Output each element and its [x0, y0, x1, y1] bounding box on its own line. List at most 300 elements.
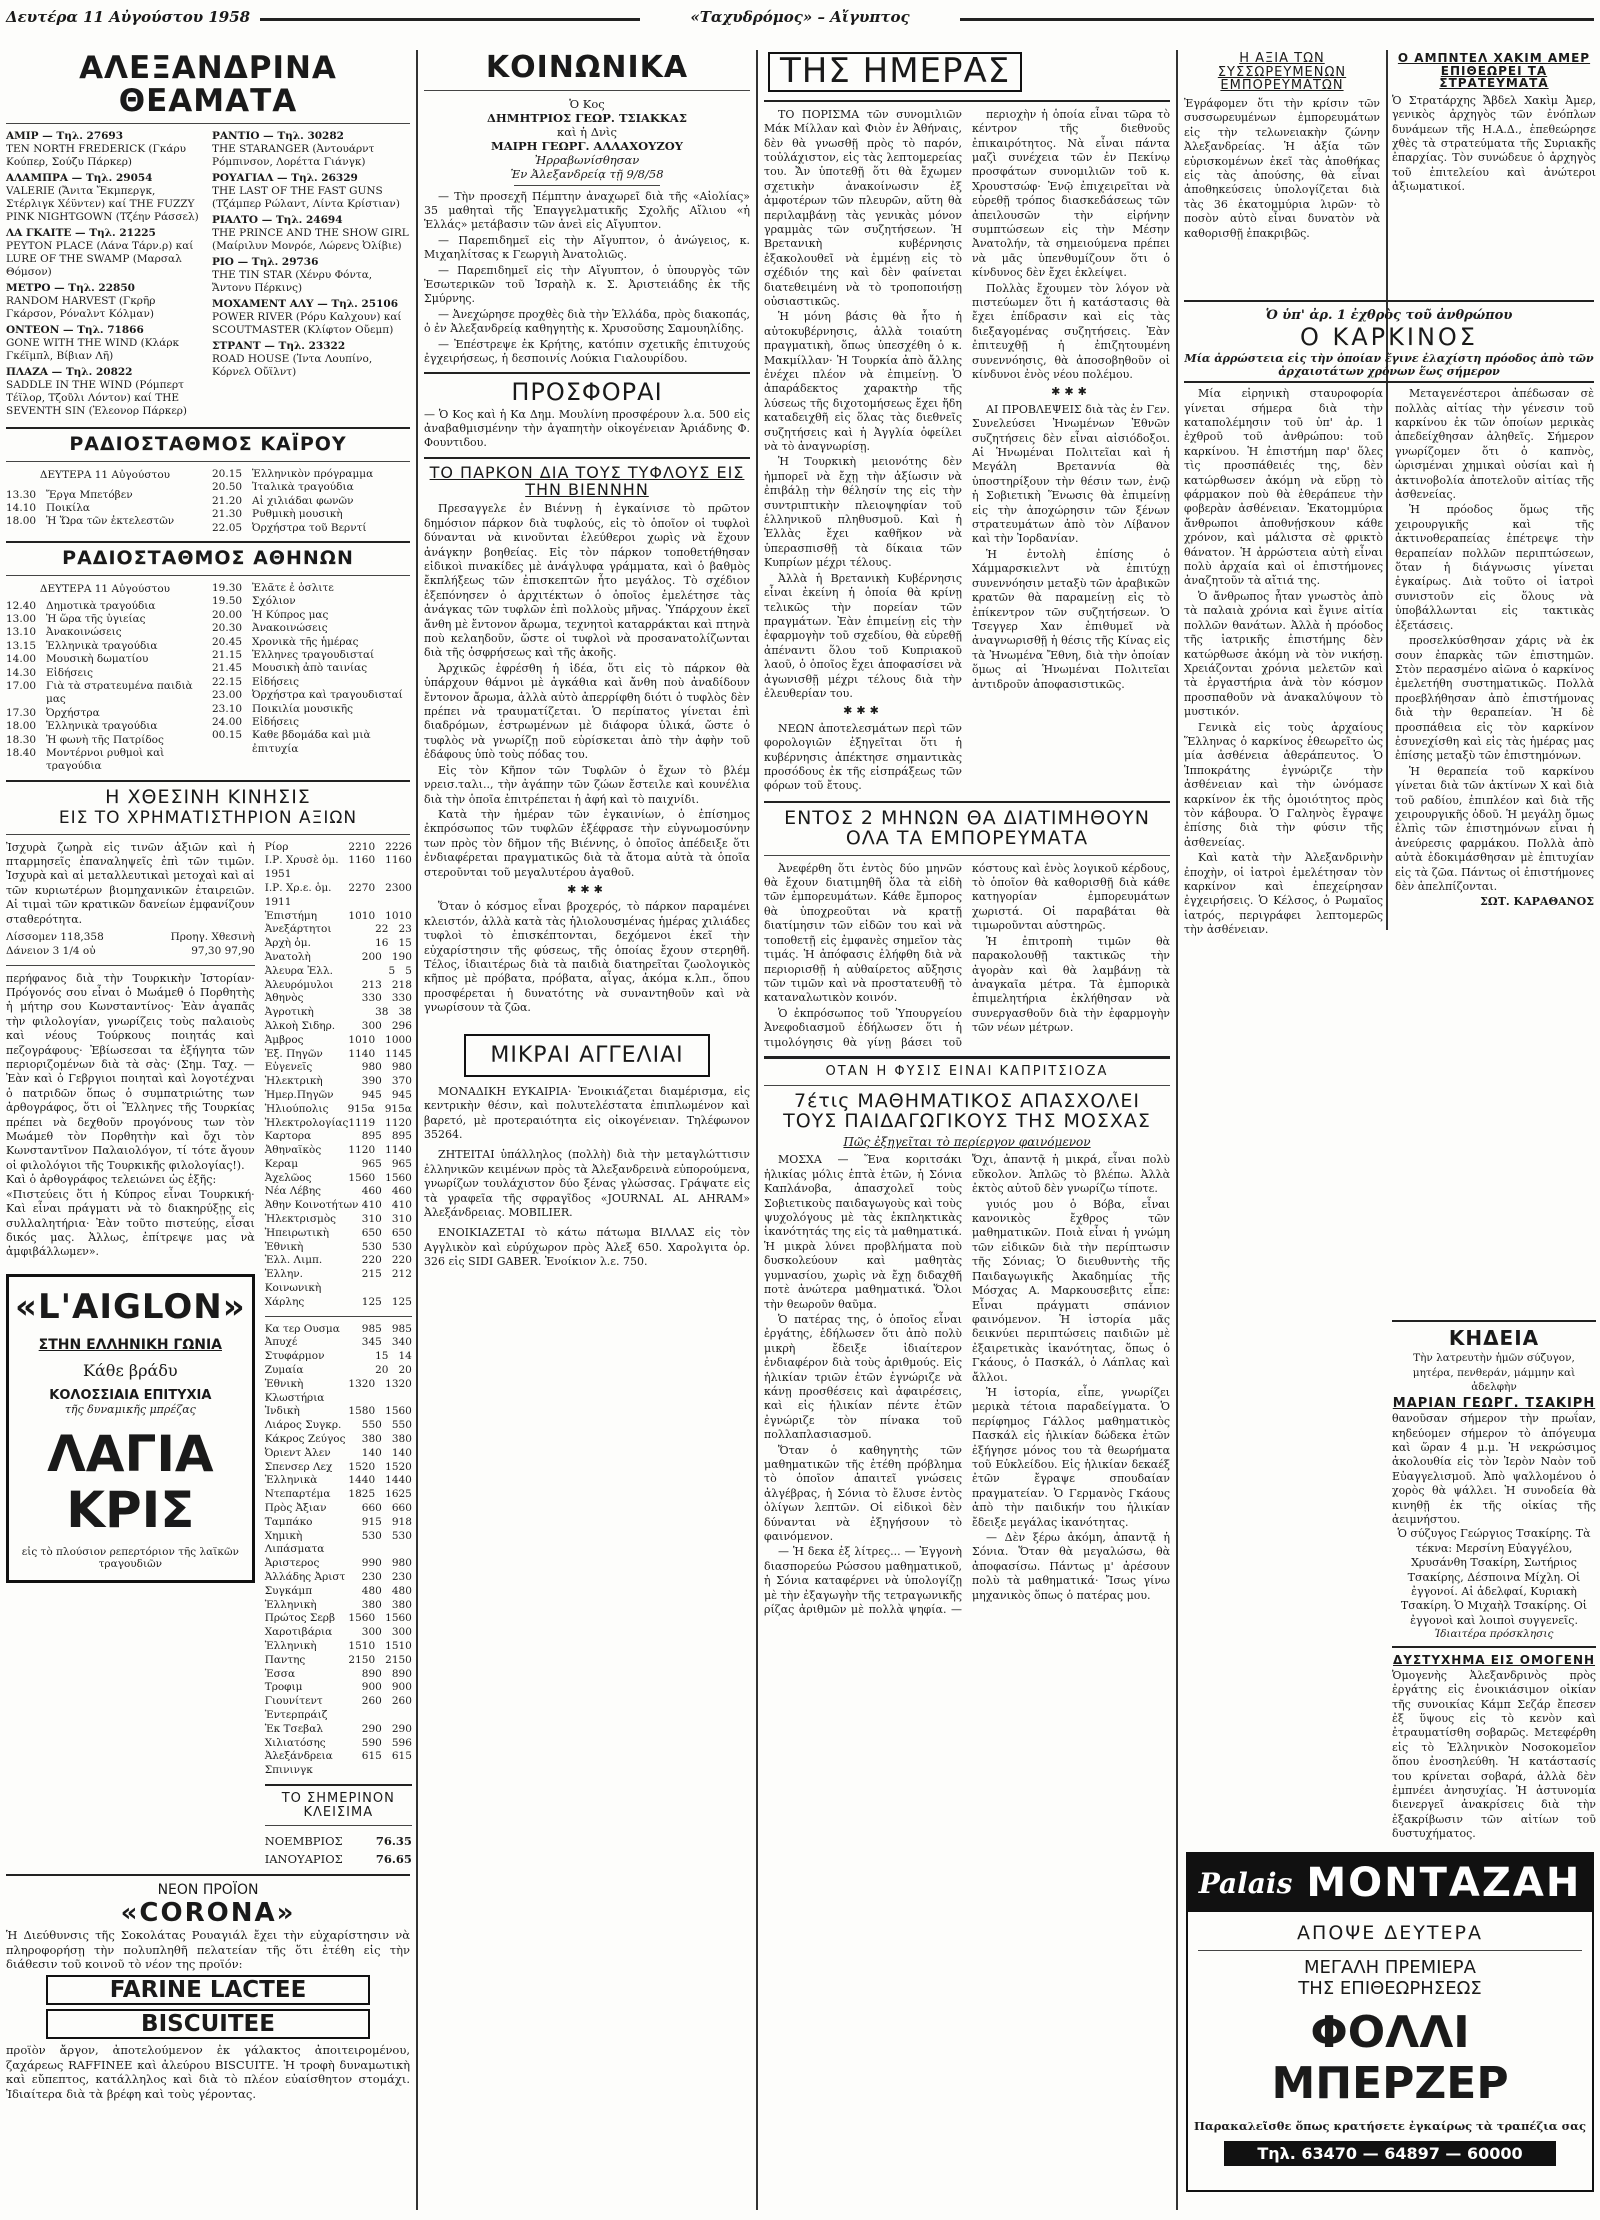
accident-text: Ὁμογενὴς Ἀλεξανδρινὸς πρὸς ἐργάτης εἰς ἐνοικιάσιμον οἰκίαν τῆς συνοικίας Κάμπ Σεζάρ ἔπεσεν ἐξ ὕψους εἰς τὸ κενὸν καὶ ἐτραυματίσθη σοβαρῶς. Μετεφέρθη εἰς τὸ Ἑλληνικὸν Νοσοκομεῖον ὅπου ἐνοσηλεύθη. Ἡ κατάστασίς του κρίνεται σοβαρά, ἀλλὰ δὲν ἐμπνέει ἀνησυχίας. Ἡ ἀστυνομία διενεργεῖ ἀνακρίσεις διὰ τὴν ἐξακρίβωσιν τῶν αἰτίων τοῦ δυστυχήματος. — [1392, 1668, 1596, 1841]
radio-time: 13.30 — [6, 488, 37, 501]
blind-park-para: Ὅταν ὁ κόσμος εἶναι βροχερός, τὸ πάρκον παραμένει κλειστόν, ἀλλὰ κατὰ τὰς ἡλιολουσμένας ἡμέρας χιλιάδες τυφλοὶ τὸ ἐπισκέπτονται, δεχόμενοι ἐκεῖ τὴν εὐχαρίστησιν τῆς φύσεως, τῆς ὁποίας ἔχουν στερηθῆ. Τέλος, ἰδιαιτέρως διὰ τὰ παιδιὰ διατηρεῖται ζωολογικὸς κῆπος μὲ πρόβατα, πρόβατα, αἶγας, ἀκόμα κ.λπ., ὅπου προσφέρεται ἡ δυνατότης νὰ συναντηθοῦν καὶ νὰ γνωρίσουν τὰ ζῶα. — [424, 900, 750, 1015]
math-para: — Ἡ δεκα ἐξ λίτρες... — Ἐγγονὴ διασπορεύω Ρώσσου μαθηματικοῦ, ἡ Σόνια καταφέρνει νὰ ὑπολογίζῃ μὲ τὴν ἐξαγωγὴν τῆς τετραγωνικῆς ρίζας ἀριθμῶν μὲ πολλὰ ψηφία. — Ὄχι, ἀπαντᾷ ἡ μικρά, εἶναι πολὺ εὔκολον. Ἁπλῶς τὸ βλέπω. Ἀλλὰ ἐκτὸς αὐτοῦ δὲν γνωρίζω τίποτε. — [764, 1153, 1170, 1617]
stock-current: 330 — [391, 992, 412, 1005]
stock-values — [348, 1405, 411, 1419]
stock-row — [265, 1626, 412, 1640]
stock-prev: 915α — [347, 1102, 375, 1115]
stock-prev: 1520 — [348, 1460, 376, 1473]
radio-time: 21.20 — [212, 494, 243, 507]
stock-prev: 900 — [361, 1681, 382, 1694]
laiglon-line5: εἰς τὸ πλούσιον ρεπερτόριον τῆς λαϊκῶν τραγουδιῶν — [21, 1545, 239, 1570]
stock-values — [362, 1681, 412, 1695]
stock-row — [265, 1723, 412, 1737]
cancer-para: Ἡ θεραπεία τοῦ καρκίνου γίνεται διὰ τῶν ἀκτίνων Χ καὶ διὰ τοῦ ραδίου, ἐπιπλέον καὶ διὰ τῆς χειρουργικῆς ὁδοῦ. Ἡ μεγάλη ὅμως ἐλπὶς τῶν ἐπιστημόνων εἶναι ἡ ἀνεύρεσις φαρμάκου. Πολλὰ ἀπὸ αὐτὰ ἐδοκιμάσθησαν μὲ ἐπιτυχίαν εἰς τὰ ζῶα. Πάντως οἱ ἐπιστήμονες δὲν ἀπελπίζονται. — [1395, 764, 1594, 893]
stock-prev: 38 — [375, 1006, 389, 1019]
stock-current: 296 — [391, 1019, 412, 1032]
day-para: Ἡ Τουρκικὴ μειονότης δὲν ἠμπορεῖ νὰ ἔχῃ τὴν ἀξίωσιν νὰ ἐπιβάλῃ τὴν θέλησίν της εἰς τὴν συντριπτικὴν πλειοψηφίαν τοῦ ἑλληνικοῦ πληθυσμοῦ. Καὶ ἡ Ἑλλὰς ἔχει καθῆκον νὰ ὑπερασπισθῇ τὰ δίκαια τῶν Κυπρίων μέχρι τέλους. — [764, 455, 962, 570]
stock-current: 1560 — [385, 1171, 412, 1184]
literature-text-2: Καὶ ὁ ἀρθογράφος τελειώνει ὡς ἑξῆς: — [6, 1173, 217, 1187]
stocks-note-row — [6, 945, 255, 959]
stock-name: Ἀνεξάρτητοι — [264, 923, 332, 936]
divider — [1392, 1646, 1596, 1648]
stock-name: Καρτορα — [264, 1130, 312, 1143]
divider — [764, 100, 1170, 102]
radio-row — [6, 680, 204, 707]
theater-name: ΑΜΙΡ — Τηλ. 27693 — [6, 130, 124, 143]
divider — [6, 541, 410, 543]
stock-values — [348, 1640, 411, 1654]
stock-name: Σπενσερ Λεχ — [264, 1460, 333, 1473]
stock-prev: 1510 — [348, 1639, 376, 1652]
stock-name: Ἐλληνικὴ — [264, 1639, 317, 1652]
radio-program: Ἑλληνικὰ τραγούδια — [46, 639, 158, 652]
stock-prev: 2270 — [348, 881, 376, 894]
classified-ad: ΖΗΤΕΙΤΑΙ ὑπάλληλος (πολλὴ) διὰ τὴν μεταγλώττισιν ἐλληνικῶν κειμένων πρὸς τὰ Ἀλεξανδρεινὰ εὐπορούμενα, γνωρίζων τουλάχιστον δύο ξένας γλώσσας. Γράψατε εἰς τὰ γραφεῖα τῆς σφραγῖδος «JOURNAL AL AHRAM» Ἀλεξάνδρειας. MOBILIER. — [424, 1148, 750, 1219]
stocks-note-loan: Δάνειον 3 1/4 οὐ — [6, 944, 96, 957]
stock-name: Ἀπυχέ — [264, 1336, 298, 1349]
radio-program: Ὀρχήστρα — [46, 706, 100, 719]
stock-current: 2226 — [385, 840, 412, 853]
radio-time: 21.30 — [212, 508, 243, 521]
radio-row — [6, 600, 204, 613]
math-para: ΜΟΣΧΑ — Ἕνα κοριτσάκι ἡλικίας μόλις ἑπτὰ ἐτῶν, ἡ Σόνια Καπλάνοβα, ἀπασχολεῖ τοὺς Σοβιετικοὺς παιδαγωγοὺς καὶ τοὺς ψυχολόγους μὲ τὰς ἐκπληκτικὰς ἱκανότητάς της εἰς τὰ μαθηματικά. Ἡ μικρὰ λύνει προβλήματα ποὺ δυσκολεύουν καὶ μαθητὰς γυμνασίου, χωρὶς νὰ ἔχῃ διδαχθῆ ποτὲ ἀνώτερα μαθηματικά. Ὅλοι τὴν θεωροῦν θαῦμα. — [764, 1153, 962, 1311]
stock-prev: 460 — [361, 1185, 382, 1198]
theater-films: VALERIE (Ἄνιτα Ἔκμπεργκ, Στέρλιγκ Χέϋντεν) καί THE FUZZY PINK NIGHTGOWN (Τζέην Ράσσελ) — [6, 185, 199, 224]
stock-values — [375, 937, 412, 951]
stock-values — [362, 992, 412, 1006]
radio-program: Εἰδήσεις — [46, 666, 93, 679]
stocks-subtitle: ΕΙΣ ΤΟ ΧΡΗΜΑΤΙΣΤΗΡΙΟΝ ΑΞΙΩΝ — [58, 807, 358, 828]
radio-time: 22.15 — [212, 675, 243, 688]
theater-entry — [212, 172, 410, 211]
stock-values — [362, 1516, 412, 1530]
stock-prev: 260 — [361, 1695, 382, 1708]
stock-values — [362, 1737, 412, 1751]
stock-current: 2300 — [385, 881, 412, 894]
stock-name: Πρὸς Ἀξιαν — [264, 1502, 327, 1515]
theater-films: POWER RIVER (Ρόρυ Καλχουν) καί SCOUTMASTER (Κλίφτον Οὔεμπ) — [212, 311, 402, 337]
stock-values — [362, 1075, 412, 1089]
column-left — [6, 50, 410, 2210]
divider — [424, 372, 750, 374]
stock-name: Ἀνατολὴ — [264, 950, 311, 963]
engagement-line: Ἐν Ἀλεξανδρείᾳ τῇ 9/8/58 — [510, 166, 664, 181]
palais-brand-name: ΜΟΝΤΑΖΑΗ — [1306, 1860, 1582, 1906]
radio-program: Μουσικὴ ἀπὸ ταινίας — [252, 662, 368, 675]
stock-current: 370 — [391, 1075, 412, 1088]
stock-values — [348, 1474, 411, 1488]
stock-values — [362, 1530, 412, 1558]
divider — [514, 185, 660, 186]
classifieds-title: ΜΙΚΡΑΙ ΑΓΓΕΛΙΑΙ — [490, 1042, 684, 1068]
stock-current: 1625 — [385, 1488, 412, 1501]
stock-current: 1000 — [385, 1033, 412, 1046]
stock-current: 980 — [391, 1061, 412, 1074]
stock-prev: 2210 — [348, 840, 376, 853]
stocks-note-row — [6, 931, 255, 945]
theater-films: THE LAST OF THE FAST GUNS (Τζάμπερ Ρώλαντ, Λίντα Κρίστιαν) — [212, 185, 400, 211]
stock-current: 1145 — [385, 1047, 412, 1060]
cancer-para: Ὁ ἄνθρωπος ἦταν γνωστὸς ἀπὸ τὰ παλαιὰ χρόνια καὶ ἔγινε αἰτία πολλῶν θανάτων. Ἀλλὰ ἡ πρόοδος τῆς ἰατρικῆς ἐπιστήμης δὲν κατώρθωσε ἀκόμη νὰ τὸν νικήσῃ. Χρειάζονται χρόνια μελετῶν καὶ τὰ ἐργαστήρια ἀνὰ τὸν κόσμον προσπαθοῦν νὰ ἀνακαλύψουν τὸ μυστικόν. — [1184, 589, 1383, 719]
cancer-kicker: Ὁ ὑπ' ἀρ. 1 ἐχθρὸς τοῦ ἀνθρώπου — [1265, 308, 1513, 323]
stock-row — [265, 1241, 412, 1255]
stock-values — [348, 910, 411, 924]
stock-name: Ἡλεκτρισμὸς — [264, 1213, 337, 1226]
stock-values — [375, 923, 412, 937]
stock-values — [348, 854, 411, 882]
radio-time: 18.00 — [6, 515, 37, 528]
divider — [764, 801, 1170, 803]
stock-prev: 890 — [361, 1667, 382, 1680]
stock-row — [265, 1447, 412, 1461]
radio-program: Ποικίλα — [46, 501, 91, 514]
stock-prev: 345 — [361, 1336, 382, 1349]
cotton-row — [265, 1832, 412, 1850]
prosfora-title: ΠΡΟΣΦΟΡΑΙ — [511, 378, 663, 407]
stock-values — [362, 1668, 412, 1682]
radio-program: Ἑλληνικὸν πρόγραμμα — [252, 468, 374, 481]
stock-values — [348, 1461, 411, 1475]
stock-table-2 — [265, 1323, 412, 1778]
math-para: γυιός μου ὁ Βόβα, εἶναι κανονικὸς ἔχθρος τῶν μαθηματικῶν. Ποιὰ εἶναι ἡ γνώμη τῶν εἰδικῶν διὰ τὴν περίπτωσιν τῆς Σόνιας; Ὁ διευθυντὴς τῆς Παιδαγωγικῆς Ἀκαδημίας τῆς Μόσχας Α. Μαρκουσεβιτς εἶπε: Εἶναι πράγματι σπάνιον φαινόμενον. Ἡ ἱστορία μᾶς δεικνύει περιπτώσεις παιδιῶν μὲ ἐξαιρετικὰς ἱκανότητας, ὅπως ὁ Γκάους, ὁ Πασκάλ, ὁ Λάπλας καὶ ἄλλοι. — [972, 1197, 1170, 1384]
stock-row — [265, 1557, 412, 1571]
day-title: ΤΗΣ ΗΜΕΡΑΣ — [768, 52, 1022, 92]
stock-current: 218 — [391, 978, 412, 991]
stock-prev: 660 — [361, 1502, 382, 1515]
header-date: Δευτέρα 11 Αὐγούστου 1958 — [6, 8, 251, 26]
stock-values — [348, 1144, 411, 1158]
cotton-month: ΙΑΝΟΥΑΡΙΟΣ — [264, 1852, 343, 1867]
stock-row — [265, 1750, 412, 1778]
stock-name: Ἐθνικὴ Κλωστήρια — [264, 1377, 325, 1404]
radio-time: 00.15 — [212, 729, 243, 742]
stock-name: Ἰνδικὴ — [264, 1405, 300, 1418]
radio-time: 12.40 — [6, 599, 37, 612]
theater-name: ΡΙΟ — Τηλ. 29736 — [212, 256, 319, 269]
stock-name: Ἡλεκτρολογίας — [264, 1116, 349, 1129]
theater-entry — [6, 130, 204, 169]
stock-current: 965 — [391, 1157, 412, 1170]
stock-row — [265, 882, 412, 910]
stock-current: 650 — [391, 1226, 412, 1239]
stock-name: Ντεπαρτέμα — [264, 1488, 331, 1501]
radio-time: 14.00 — [6, 653, 37, 666]
stock-prev: 300 — [361, 1019, 382, 1032]
radio-program: Ποικιλία μουσικῆς — [252, 702, 354, 715]
stock-prev: 230 — [361, 1571, 382, 1583]
stock-values — [348, 1034, 411, 1048]
funeral-intro: Τὴν λατρευτὴν ἡμῶν σύζυγον, μητέρα, πενθεράν, μάμμην καὶ ἀδελφὴν — [1412, 1352, 1576, 1393]
stock-name: Ἀλευρα Ἐλλ. — [264, 964, 333, 977]
stock-values — [362, 1268, 412, 1296]
stock-current: 5 — [405, 964, 412, 977]
stock-values — [348, 1172, 411, 1186]
stock-values — [362, 1419, 412, 1433]
stock-current: 140 — [391, 1446, 412, 1459]
theater-films: TEN NORTH FREDERICK (Γκάρυ Κούπερ, Σούζυ Πάρκερ) — [6, 143, 187, 169]
stock-name: Ἐπιστήμη — [264, 909, 318, 922]
funeral-family: Ὁ σύζυγος Γεώργιος Τσακίρης. Τὰ τέκνα: Μερσίνη Εὐαγγέλου, Χρυσάνθη Τσακίρη, Σωτήριος Τσακίρης, Δέσποινα Μίχλη. Οἱ ἐγγονοί. Αἱ ἀδελφαί, Κυριακὴ Τσακίρη. Ὁ Μιχαὴλ Τσακίρης. Οἱ ἐγγονοὶ καὶ λοιποὶ συγγενεῖς. — [1397, 1527, 1591, 1627]
divider — [6, 780, 410, 782]
divider — [265, 1825, 412, 1826]
stock-current: 15 — [398, 937, 412, 950]
stocks-note-loan-values: 97,30 97,90 — [191, 944, 255, 957]
corona-kicker: ΝΕΟΝ ΠΡΟΪΟΝ — [157, 1882, 259, 1899]
stock-prev: 410 — [361, 1199, 382, 1212]
divider — [265, 1316, 412, 1317]
day-para: ΤΟ ΠΟΡΙΣΜΑ τῶν συνομιλιῶν Μάκ Μίλλαν καὶ Φιὸν ἐν Ἀθήναις, δὲν θὰ γνωσθῇ πρὸς τὸ παρόν, τοὐλάχιστον, εἰς τὰς λεπτομερείας του. Ἄν ὑποτεθῇ ὅτι θὰ ἔχωμεν σχετικὴν ἀνακοίνωσιν ἐξ ἀμφοτέρων τῶν πλευρῶν, αὕτη θὰ περιλαμβάνῃ τὰς γενικὰς μόνον γραμμὰς τῶν συζητήσεων. Ἡ Βρετανικὴ κυβέρνησις ἐξακολουθεῖ νὰ ἐμμένῃ εἰς τὸ σχέδιόν της καὶ δὲν φαίνεται διατεθειμένη νὰ τὸ τροποποιήσῃ οὐσιαστικῶς. — [764, 107, 962, 308]
stock-prev: 985 — [361, 1322, 382, 1335]
stock-name: Νέα Λέβης — [264, 1185, 322, 1198]
radio-program: Ἡ Κύπρος μας — [252, 608, 329, 621]
corona-product-1: FARINE LACTEE — [46, 1975, 370, 2005]
stock-row — [265, 1336, 412, 1350]
stock-name: Ἐλληνικὰ — [264, 1474, 318, 1487]
stock-prev: 290 — [361, 1722, 382, 1735]
stock-prev: 1120 — [348, 1144, 376, 1157]
stock-row — [265, 1419, 412, 1433]
stock-prev: 1010 — [348, 909, 376, 922]
divider — [764, 1085, 1170, 1086]
stock-values — [362, 1447, 412, 1461]
theater-films: ROAD HOUSE (Ἰντα Λουπίνο, Κόρνελ Οὔϊλντ) — [212, 353, 373, 379]
radio-row — [212, 703, 410, 716]
radio-time: 18.40 — [6, 746, 37, 759]
theater-entry — [6, 172, 204, 224]
commodities-box — [1184, 50, 1380, 300]
radio-athens-program — [6, 582, 410, 774]
palais-tonight: ΑΠΟΨΕ ΔΕΥΤΕΡΑ — [1297, 1922, 1483, 1944]
stock-name: Ἡμερ.Πηγῶν — [264, 1088, 334, 1101]
radio-row — [212, 662, 410, 675]
cancer-body — [1184, 387, 1594, 1257]
stock-row — [265, 1268, 412, 1296]
radio-time: 21.45 — [212, 662, 243, 675]
stock-current: 985 — [391, 1322, 412, 1335]
blind-park-para: Πρεσαγγελε ἐν Βιέννῃ ἡ ἐγκαίνισε τὸ πρῶτον δημόσιον πάρκον διὰ τυφλούς, εἰς τὸ ὁποῖον οἱ τυφλοὶ δύνανται νὰ κινοῦνται ἐλεύθεροι χωρὶς νὰ ἔχουν ἀνάγκην βοηθείας. Εἰς τὸν πάρκον τοποθετήθησαν εἰδικοὶ πινακίδες μὲ ἀνάγλυφα γράμματα, καὶ ὁ βαθμὸς ἔκπλήξεως τῶν ἐπισκεπτῶν ἦτο μεγάλος. Τὸ σχέδιον ἐξεπόνησεν ὁ ἀρχιτέκτων ὁ ὁποῖος ἐμελέτησε τὰς ἀνάγκας τῶν τυφλῶν ἐπὶ πολλοὺς μῆνας. Ὑπάρχουν ἐκεῖ ἄνθη μὲ ἔντονον ἄρωμα, τεχνητοὶ καταρράκται καὶ πτηνὰ ποὺ κελαηδοῦν, ὥστε οἱ τυφλοὶ νὰ προσανατολίζωνται διὰ τῆς ὀσφρήσεως καὶ τῆς ἀκοῆς. — [424, 502, 750, 660]
stock-row — [265, 1585, 412, 1599]
stock-current: 550 — [391, 1419, 412, 1432]
stock-values — [362, 1571, 412, 1585]
theater-name: ΡΟΥΑΓΙΑΛ — Τηλ. 26329 — [212, 172, 358, 185]
palais-show: ΤΗΣ ΕΠΙΘΕΩΡΗΣΕΩΣ — [1298, 1978, 1482, 1999]
prices-para: Ἀνεφέρθη ὅτι ἐντὸς δύο μηνῶν θὰ ἔχουν διατιμηθῆ ὅλα τὰ εἰδὴ τῶν ἐμπορευμάτων. Κάθε ἔμπορος θὰ ὑποχρεοῦται νὰ κρατῇ διατίμησιν τῶν εἰδῶν του καὶ νὰ τοποθετῇ εἰς ἐμφανὲς σημεῖον τὰς τιμάς. Ἡ ἀπόφασις ἐλήφθη διὰ νὰ περιορισθῇ ἡ αὐθαίρετος αὔξησις τῶν τιμῶν καὶ νὰ προστατευθῇ τὸ καταναλωτικὸν κοινόν. — [764, 861, 962, 1005]
stock-values — [348, 1654, 411, 1668]
cancer-subtitle: Μία ἀρρώστεια εἰς τὴν ὁποίαν ἔγινε ἐλαχίστη πρόοδος ἀπὸ τῶν ἀρχαιοτάτων χρόνων ἕως σήμερον — [1184, 352, 1594, 383]
cancer-para: Ἡ πρόοδος ὅμως τῆς χειρουργικῆς καὶ τῆς ἀκτινοθεραπείας ἐπέτρεψε τὴν θεραπείαν πολλῶν περιπτώσεων, ὅταν ἡ διάγνωσις γίνεται ἐγκαίρως. Διὰ τοῦτο οἱ ἰατροὶ συνιστοῦν εἰς ὅλους νὰ ὑποβάλλωνται εἰς τακτικὰς ἐξετάσεις. — [1395, 503, 1594, 632]
stock-values — [362, 1557, 412, 1571]
theater-films: THE STARANGER (Ἀντουάρντ Ρόμπινσον, Λορέττα Γιάνγκ) — [212, 143, 375, 169]
stock-values — [362, 979, 412, 993]
radio-row — [212, 582, 410, 595]
stock-row — [265, 1144, 412, 1158]
radio-row — [6, 502, 204, 515]
theater-films: RANDOM HARVEST (Γκρῆρ Γκάρσον, Ρόναλντ Κόλμαν) — [6, 295, 156, 321]
stock-values — [348, 1612, 411, 1626]
cancer-article — [1184, 300, 1594, 1300]
radio-program: Ἡ φωνὴ τῆς Πατρίδος — [46, 733, 164, 746]
stock-prev: 200 — [361, 950, 382, 963]
divider — [764, 1056, 1170, 1059]
stock-prev: 1580 — [348, 1405, 376, 1418]
radio-cairo-program — [6, 468, 410, 535]
radio-row — [212, 636, 410, 649]
stock-current: 1560 — [385, 1612, 412, 1625]
radio-cairo-left — [6, 489, 204, 529]
laiglon-line1: ΣΤΗΝ ΕΛΛΗΝΙΚΗ ΓΩΝΙΑ — [38, 1336, 222, 1353]
cancer-para: Καὶ κατὰ τὴν Ἀλεξανδρινὴν ἐποχὴν, οἱ ἰατροὶ ἐμελέτησαν τὸν καρκίνον καὶ ἐπεχείρησαν ἐγχειρήσεις. Ὁ Κέλσος, ὁ Ρωμαῖος ἰατρός, περιγράφει λεπτομερῶς τὴν ἀσθένειαν. — [1184, 851, 1383, 937]
stock-row — [265, 1158, 412, 1172]
radio-athens-left — [6, 600, 204, 774]
stock-values — [362, 1323, 412, 1337]
stock-current: 260 — [391, 1695, 412, 1708]
prosfora-text: — Ὁ Κος καὶ ἡ Κα Δημ. Μουλίνη προσφέρουν λ.α. 500 εἰς ἀναβαθμισμένην τὴν ἀγαπητὴν οἰκογένειαν Ἀριάδνης Φ. Φουντιδου. — [424, 407, 750, 450]
social-item: — Ἀνεχώρησε προχθὲς διὰ τὴν Ἑλλάδα, πρὸς διακοπάς, ὁ ἐν Ἀλεξανδρείᾳ καθηγητὴς κ. Χρυσοῦσης Σαμουηλίδης. — [424, 307, 750, 336]
stock-values — [375, 1364, 412, 1378]
stock-values — [362, 1502, 412, 1516]
stock-values — [375, 1350, 412, 1364]
theater-entry — [6, 282, 204, 321]
divider — [6, 461, 410, 462]
cotton-price: 76.65 — [375, 1852, 412, 1867]
stock-current: 1320 — [385, 1377, 412, 1390]
stock-prev: 1825 — [348, 1488, 376, 1501]
stock-prev: 5 — [388, 964, 396, 977]
cotton-price: 76.35 — [375, 1834, 412, 1849]
theater-entry — [6, 324, 204, 363]
stock-name: Ἐλλην. Κοινωνικὴ — [264, 1268, 322, 1295]
laiglon-name: «L'AIGLON» — [15, 1286, 246, 1327]
stock-current: 125 — [391, 1295, 412, 1308]
divider — [6, 123, 410, 124]
radio-program: Χρονικὰ τῆς ἡμέρας — [252, 635, 359, 648]
stock-current: 945 — [391, 1088, 412, 1101]
stock-row — [265, 841, 412, 855]
laiglon-ad — [6, 1274, 255, 1583]
stock-current: 380 — [391, 1433, 412, 1446]
radio-program: Δημοτικὰ τραγούδια — [46, 599, 156, 612]
stock-current: 1160 — [385, 854, 412, 867]
palais-reserve: Παρακαλεῖσθε ὅπως κρατήσετε ἐγκαίρως τὰ τραπέζια σας — [1194, 2119, 1586, 2133]
stock-name: Ἐλληνικὴ — [264, 1598, 317, 1611]
stock-values — [362, 1020, 412, 1034]
stock-values — [362, 1061, 412, 1075]
stock-row — [265, 1048, 412, 1062]
radio-program: Ἰταλικὰ τραγούδια — [252, 481, 354, 494]
radio-time: 23.10 — [212, 702, 243, 715]
math-subtitle: Πῶς ἐξηγεῖται τὸ περίεργον φαινόμενον — [843, 1135, 1091, 1150]
prices-title: ΕΝΤΟΣ 2 ΜΗΝΩΝ ΘΑ ΔΙΑΤΙΜΗΘΟΥΝ ΟΛΑ ΤΑ ΕΜΠΟΡΕΥΜΑΤΑ — [784, 806, 1150, 849]
radio-time: 21.15 — [212, 649, 243, 662]
stock-row — [265, 1516, 412, 1530]
radio-row — [212, 716, 410, 729]
theater-entry — [212, 340, 410, 379]
stock-values — [362, 1213, 412, 1227]
social-news — [424, 190, 750, 367]
stock-name: Ἀλλάδης Ἀριστ — [264, 1571, 346, 1583]
stock-current: 890 — [391, 1667, 412, 1680]
stock-current: 212 — [391, 1268, 412, 1281]
notices-column — [1392, 1320, 1596, 1840]
theaters-listing — [6, 130, 410, 421]
stock-values — [362, 1158, 412, 1172]
radio-program: Γιὰ τὰ στρατευμένα παιδιὰ μας — [46, 679, 193, 706]
funeral-title: ΚΗΔΕΙΑ — [1448, 1326, 1540, 1350]
stock-current: 1010 — [385, 909, 412, 922]
stock-row — [265, 1227, 412, 1241]
stock-current: 14 — [398, 1350, 412, 1363]
column-day — [764, 50, 1170, 2210]
radio-row — [212, 649, 410, 662]
stock-row — [265, 1213, 412, 1227]
radio-program: Αἱ χιλιάδαι φωνῶν — [252, 494, 354, 507]
stock-row — [265, 1185, 412, 1199]
column-social — [424, 50, 750, 2210]
stock-current: 230 — [391, 1571, 412, 1583]
stock-current: 1510 — [385, 1639, 412, 1652]
stock-current: 980 — [391, 1557, 412, 1570]
theater-name: ΜΕΤΡΟ — Τηλ. 22850 — [6, 282, 135, 295]
theater-entry — [212, 298, 410, 337]
stock-values — [362, 1185, 412, 1199]
stock-row — [265, 910, 412, 924]
stock-name: Ἀγροτικὴ — [264, 1006, 314, 1019]
column-rule — [756, 50, 758, 2210]
separator-stars: ✱✱✱ — [1051, 385, 1091, 399]
stock-prev: 380 — [361, 1598, 382, 1611]
day-col-a — [764, 108, 962, 795]
stock-name: Ἀχελῶος — [264, 1171, 312, 1184]
stock-current: 23 — [398, 923, 412, 936]
amer-text: Ὁ Στρατάρχης Ἄβδελ Χακὶμ Ἀμερ, γενικὸς ἀρχηγὸς τῶν ἐνόπλων δυνάμεων τῆς Η.Α.Δ., ἐπεθεώρησε χθὲς τὰ στρατεύματα τῆς Συριακῆς ἐπαρχίας. Τὸν συνώδευε ὁ ἀρχηγὸς τοῦ ἐπιτελείου καὶ ἀνώτεροι ἀξιωματικοί. — [1392, 93, 1596, 194]
stock-row — [265, 1433, 412, 1447]
stock-name: Κα τερ Ουσμα — [264, 1322, 340, 1335]
radio-row — [212, 689, 410, 702]
divider — [1184, 300, 1594, 302]
divider — [6, 575, 410, 576]
divider — [1392, 1320, 1596, 1322]
stock-prev: 965 — [361, 1157, 382, 1170]
laiglon-star-first: ΛΑΓΙΑ — [47, 1424, 214, 1483]
radio-program: Μουσικὴ δωματίου — [46, 653, 149, 666]
stock-values — [362, 1585, 412, 1599]
stock-prev: 140 — [361, 1446, 382, 1459]
stock-current: 220 — [391, 1254, 412, 1267]
radio-program: Ἡ ὥρα τῆς ὑγιείας — [46, 612, 146, 625]
stock-name: Ἀλευρόμυλοι — [264, 978, 334, 991]
stock-values — [362, 1723, 412, 1737]
stock-row — [265, 1199, 412, 1213]
stock-values — [362, 1695, 412, 1723]
stock-row — [265, 1034, 412, 1048]
corona-ad — [6, 1882, 410, 2101]
engagement-line: ΜΑΙΡΗ ΓΕΩΡΓ. ΑΛΛΑΧΟΥΖΟΥ — [491, 138, 683, 153]
stock-row — [265, 1461, 412, 1475]
day-para: Ἀλλὰ ἡ Βρετανικὴ Κυβέρνησις εἶναι ἐκείνη ἡ ὁποία θὰ κρίνῃ τελικῶς τὴν πορείαν τῶν πραγμάτων. Ἐὰν ἐπιμείνῃ εἰς τὴν ἐφαρμογὴν τοῦ σχεδίου, θὰ εὑρεθῇ ἀπέναντι ὅλου τοῦ Κυπριακοῦ λαοῦ, ὁ ὁποῖος ἔχει ἀποφασίσει νὰ ἀγωνισθῇ μέχρι τέλους διὰ τὴν ἐλευθερίαν του. — [764, 571, 962, 700]
page-header — [0, 0, 1600, 44]
radio-time: 22.05 — [212, 521, 243, 534]
stock-current: 190 — [391, 950, 412, 963]
stocks-section — [6, 841, 410, 1869]
stock-name: Ταμπάκο — [264, 1515, 313, 1528]
palais-ad — [1186, 1852, 1594, 2192]
social-item: — Ἐπέστρεψε ἐκ Κρήτης, κατόπιν σχετικῆς ἐπιτυχούς ἐγχειρήσεως, ἡ δεσποινίς Λούκια Γιαλουρίδου. — [424, 337, 750, 365]
day-para: ΝΕΩΝ ἀποτελεσμάτων περὶ τῶν φορολογιῶν ἐξηγεῖται ὅτι ἡ κυβέρνησις ἀπέκτησε σημαντικὰς προσόδους ἐκ τῆς εἰσπράξεως τῶν φόρων τοῦ ἔτους. — [764, 721, 962, 793]
stock-prev: 590 — [361, 1736, 382, 1749]
stock-current: 2150 — [385, 1653, 412, 1666]
stock-row — [265, 965, 412, 979]
theater-name: ΡΑΝΤΙΟ — Τηλ. 30282 — [212, 130, 344, 143]
